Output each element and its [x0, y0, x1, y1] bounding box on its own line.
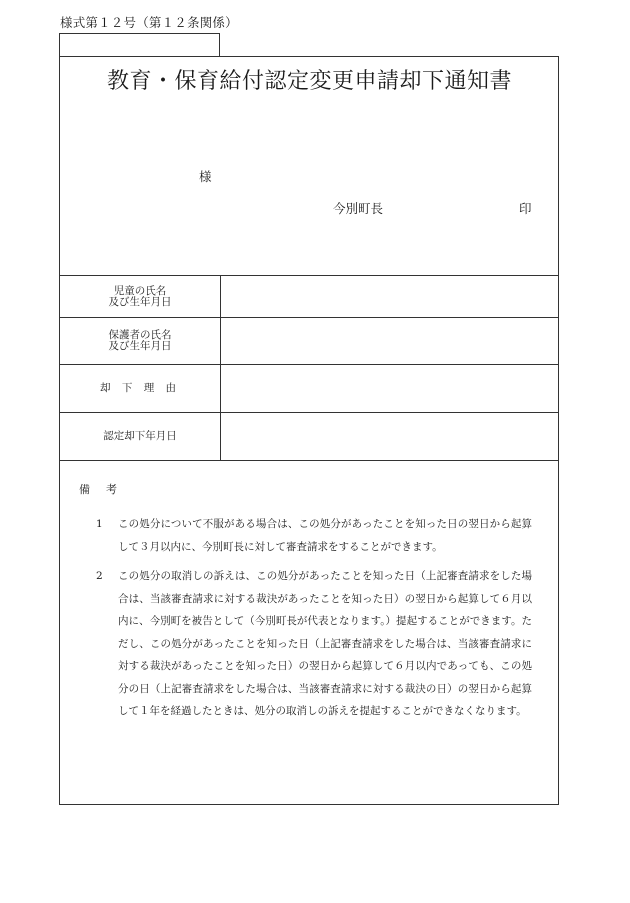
- info-table: [59, 275, 559, 461]
- form-number-box: [59, 33, 220, 56]
- document-title: 教育・保育給付認定変更申請却下通知書: [106, 69, 512, 94]
- note-text: この処分の取消しの訴えは、この処分があったことを知った日（上記審査請求をした場合は、当該審査請求に対する裁決があったことを知った日）の翌日から起算して６月以内に、今別町を被告として（今別町長が代表となります。）提起することができます。ただし、この処分があったことを知った日（上記審査請求をした場合は、当該審査請求に対する裁決があったことを知った日）の翌日から起算して６月以内であっても、この処分の日（上記審査請求をした場合は、当該審査請求に対する裁決の日）の翌日から起算して１年を経過したときは、処分の取消しの訴えを提起することができなくなります。: [118, 570, 532, 717]
- guardian-label-line2: 及び生年月日: [108, 340, 172, 352]
- reason-label: 却 下 理 由: [60, 365, 221, 413]
- guardian-label: [60, 318, 221, 365]
- guardian-value-field[interactable]: [221, 318, 559, 365]
- child-label-line1: 児童の氏名: [113, 284, 167, 297]
- notes-list: [92, 513, 532, 730]
- table-row-child: [60, 276, 559, 318]
- child-value-field[interactable]: [221, 276, 559, 318]
- seal-mark: 印: [519, 201, 532, 216]
- note-number: 2: [96, 570, 103, 582]
- note-item-2: [92, 565, 532, 723]
- table-row-guardian: [60, 318, 559, 365]
- note-item-1: [92, 513, 532, 558]
- date-label: 認定却下年月日: [60, 413, 221, 461]
- child-label: [60, 276, 221, 318]
- guardian-label-line1: 保護者の氏名: [108, 329, 172, 341]
- table-row-reason: [60, 365, 559, 413]
- notes-heading: 備考: [79, 483, 133, 496]
- note-number: 1: [96, 518, 103, 530]
- table-row-date: [60, 413, 559, 461]
- date-value-field[interactable]: [221, 413, 559, 461]
- reason-value-field[interactable]: [221, 365, 559, 413]
- child-label-line2: 及び生年月日: [108, 295, 172, 308]
- addressee-suffix: 様: [199, 169, 212, 184]
- sender-name: 今別町長: [333, 201, 384, 216]
- note-text: この処分について不服がある場合は、この処分があったことを知った日の翌日から起算して３月以内に、今別町長に対して審査請求をすることができます。: [118, 518, 532, 553]
- form-number: 様式第１２号（第１２条関係）: [60, 15, 238, 30]
